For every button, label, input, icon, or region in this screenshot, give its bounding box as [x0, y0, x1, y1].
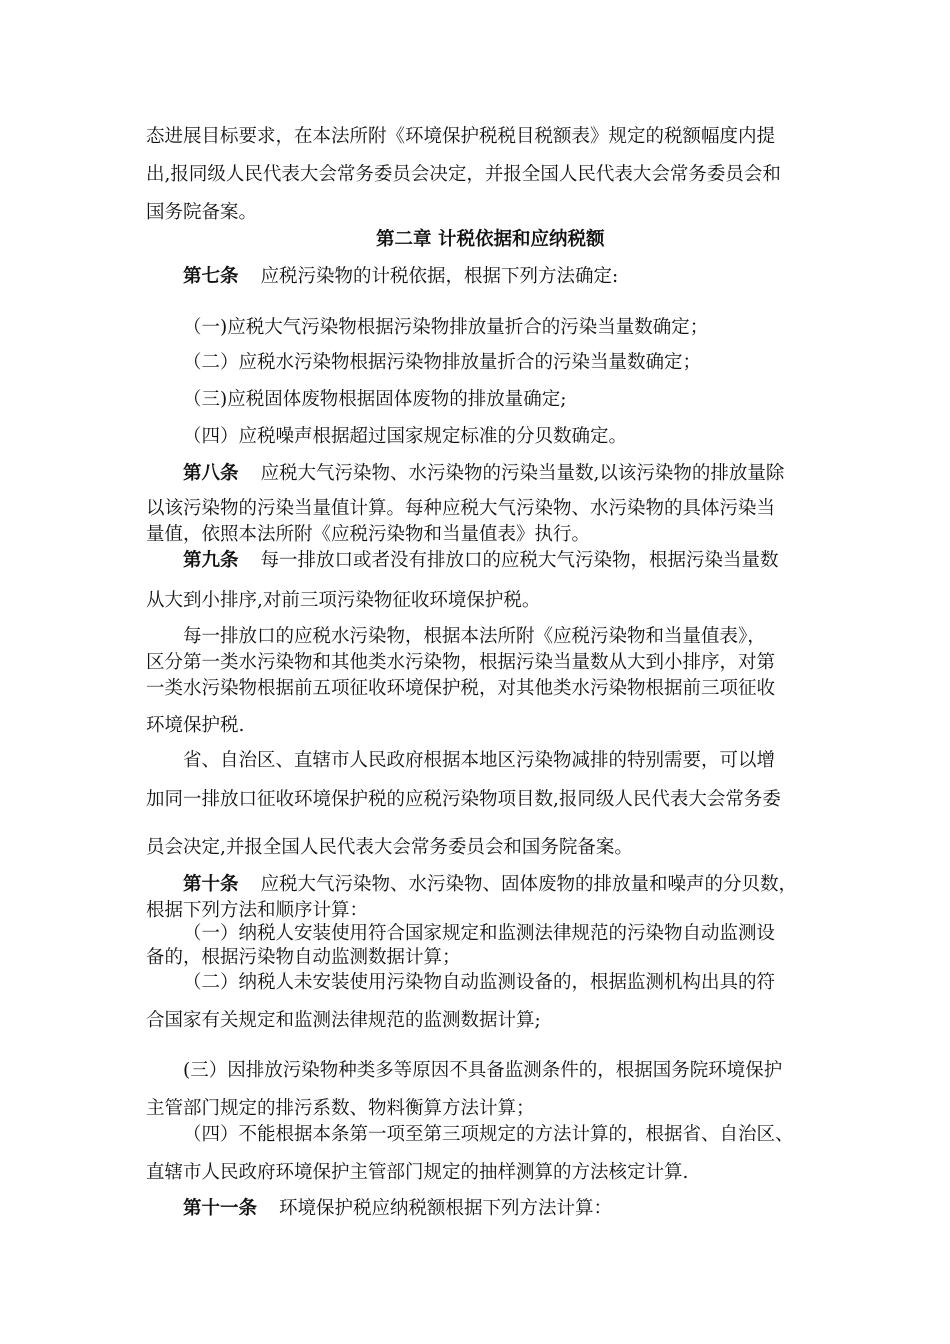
article-text: 应税大气污染物、水污染物、固体废物的排放量和噪声的分贝数， — [260, 874, 798, 895]
paragraph-line: 以该污染物的污染当量值计算。每种应税大气污染物、水污染物的具体污染当 — [146, 498, 776, 519]
paragraph-line: 国务院备案。 — [146, 202, 258, 223]
list-item: (三）因排放污染物种类多等原因不具备监测条件的，根据国务院环境保护 — [183, 1060, 783, 1081]
article-11-line — [183, 1196, 612, 1222]
article-text: 每一排放口或者没有排放口的应税大气污染物，根据污染当量数 — [260, 550, 779, 571]
article-label: 第十条 — [183, 874, 239, 895]
paragraph-line: 从大到小排序,对前三项污染物征收环境保护税。 — [146, 590, 541, 611]
chapter-heading: 第二章 计税依据和应纳税额 — [376, 229, 605, 250]
list-item: （三)应税固体废物根据固体废物的排放量确定; — [183, 389, 567, 410]
article-7-line — [183, 264, 618, 290]
article-text: 应税污染物的计税依据，根据下列方法确定: — [260, 266, 619, 287]
article-text: 应税大气污染物、水污染物的污染当量数,以该污染物的排放量除 — [260, 463, 785, 484]
paragraph-line: 根据下列方法和顺序计算： — [146, 900, 369, 921]
paragraph-line: 合国家有关规定和监测法律规范的监测数据计算; — [146, 1010, 541, 1031]
article-label: 第十一条 — [183, 1198, 258, 1219]
list-item: （一)应税大气污染物根据污染物排放量折合的污染当量数确定； — [183, 317, 709, 338]
article-text: 环境保护税应纳税额根据下列方法计算： — [279, 1198, 613, 1219]
paragraph-line: 省、自治区、直辖市人民政府根据本地区污染物减排的特别需要，可以增 — [183, 750, 776, 771]
paragraph-line: 员会决定,并报全国人民代表大会常务委员会和国务院备案。 — [146, 837, 633, 858]
list-item: （一）纳税人安装使用符合国家规定和监测法律规范的污染物自动监测设 — [183, 923, 776, 944]
article-label: 第九条 — [183, 550, 239, 571]
article-10-line — [183, 872, 797, 898]
paragraph-line: 主管部门规定的排污系数、物料衡算方法计算； — [146, 1098, 535, 1119]
article-8-line — [183, 461, 784, 487]
paragraph-line: 直辖市人民政府环境保护主管部门规定的抽样测算的方法核定计算. — [146, 1162, 689, 1183]
paragraph-line: 一类水污染物根据前五项征收环境保护税，对其他类水污染物根据前三项征收 — [146, 678, 776, 699]
article-label: 第七条 — [183, 266, 239, 287]
list-item: （四）应税噪声根据超过国家规定标准的分贝数确定。 — [183, 426, 628, 447]
paragraph-line: 出,报同级人民代表大会常务委员会决定，并报全国人民代表大会常务委员会和 — [146, 164, 781, 185]
paragraph-line: 加同一排放口征收环境保护税的应税污染物项目数,报同级人民代表大会常务委 — [146, 789, 781, 810]
paragraph-line: 环境保护税. — [146, 715, 245, 736]
list-item: （二）纳税人未安装使用污染物自动监测设备的，根据监测机构出具的符 — [183, 972, 776, 993]
article-label: 第八条 — [183, 463, 239, 484]
article-9-line — [183, 548, 779, 574]
paragraph-line: 态进展目标要求，在本法所附《环境保护税税目税额表》规定的税额幅度内提 — [146, 126, 776, 147]
list-item: （四）不能根据本条第一项至第三项规定的方法计算的，根据省、自治区、 — [183, 1124, 794, 1145]
paragraph-line: 备的，根据污染物自动监测数据计算； — [146, 947, 461, 968]
paragraph-line: 区分第一类水污染物和其他类水污染物，根据污染当量数从大到小排序，对第 — [146, 652, 776, 673]
paragraph-line: 每一排放口的应税水污染物，根据本法所附《应税污染物和当量值表》， — [183, 626, 766, 647]
list-item: （二）应税水污染物根据污染物排放量折合的污染当量数确定； — [183, 352, 702, 373]
paragraph-line: 量值，依照本法所附《应税污染物和当量值表》执行。 — [146, 524, 591, 545]
